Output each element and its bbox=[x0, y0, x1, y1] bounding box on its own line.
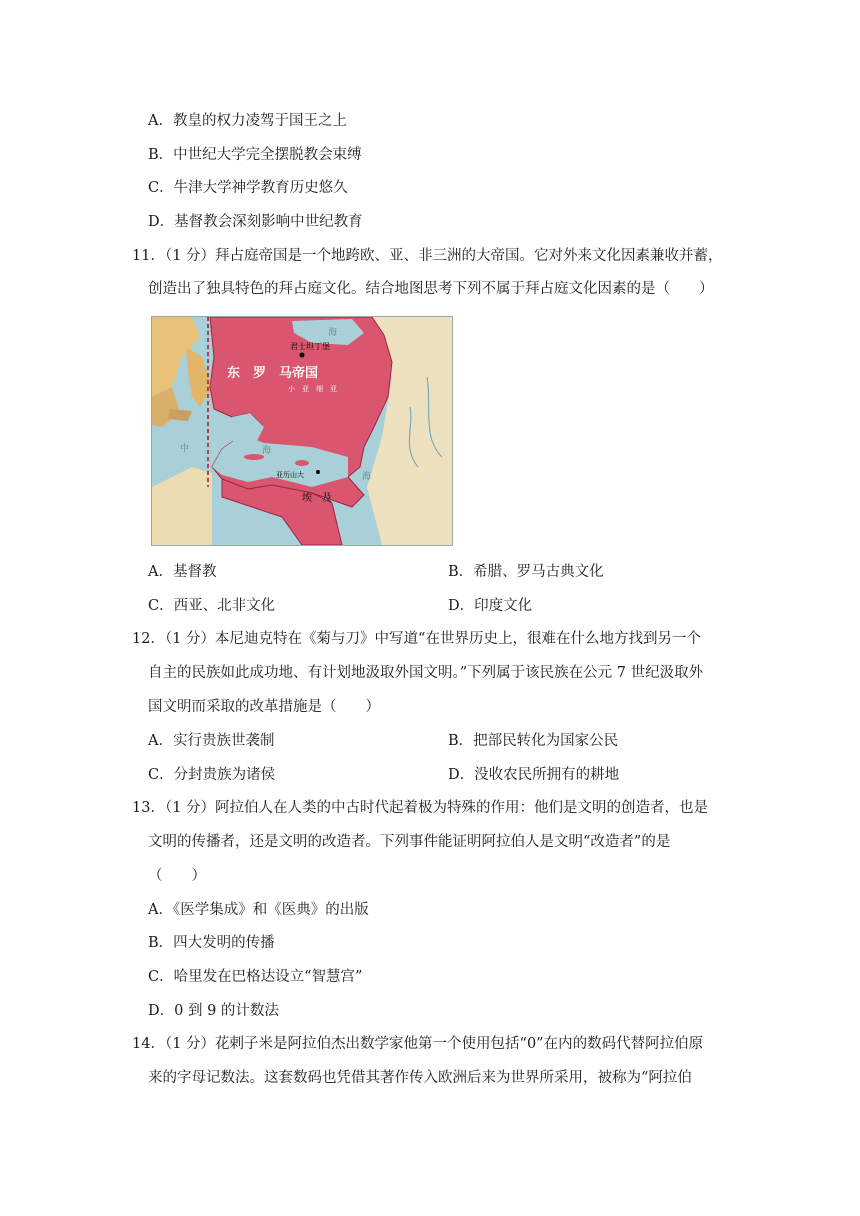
q14-stem-line2: 来的字母记数法。这套数码也凭借其著作传入欧洲后来为世界所采用，被称为“阿拉伯 bbox=[148, 1070, 692, 1086]
q11-option-a: A．基督教 bbox=[148, 564, 217, 580]
map-label-zhong: 中 bbox=[180, 444, 190, 454]
q12-option-a: A．实行贵族世袭制 bbox=[148, 733, 275, 749]
byzantine-empire-map bbox=[151, 316, 453, 546]
q10-option-d: D．基督教会深刻影响中世纪教育 bbox=[148, 214, 363, 230]
q11-stem-line2: 创造出了独具特色的拜占庭文化。结合地图思考下列不属于拜占庭文化因素的是（ ） bbox=[148, 281, 714, 297]
q12-option-c: C．分封贵族为诸侯 bbox=[148, 767, 276, 783]
q13-stem-line3: （ ） bbox=[148, 868, 206, 884]
q13-option-b: B．四大发明的传播 bbox=[148, 935, 275, 951]
map-label-egypt: 埃 及 bbox=[302, 493, 332, 504]
q13-stem-line2: 文明的传播者，还是文明的改造者。下列事件能证明阿拉伯人是文明“改造者”的是 bbox=[148, 834, 671, 850]
q11-option-c: C．西亚、北非文化 bbox=[148, 598, 276, 614]
map-label-alexandria: 亚历山大 bbox=[276, 471, 304, 479]
q12-stem-line1: 12．（1 分）本尼迪克特在《菊与刀》中写道“在世界历史上，很难在什么地方找到另一个 bbox=[132, 631, 701, 647]
q10-option-b: B．中世纪大学完全摆脱教会束缚 bbox=[148, 147, 362, 163]
q13-option-a: A．《医学集成》和《医典》的出版 bbox=[148, 902, 369, 918]
q13-option-c: C．哈里发在巴格达设立“智慧宫” bbox=[148, 969, 363, 985]
map-label-constantinople: 君士坦丁堡 bbox=[290, 342, 330, 351]
alexandria-dot bbox=[316, 470, 320, 474]
constantinople-dot bbox=[300, 353, 305, 358]
q12-stem-line2: 自主的民族如此成功地、有计划地汲取外国文明。”下列属于该民族在公元 7 世纪汲取外 bbox=[148, 665, 704, 681]
q11-stem-line1: 11．（1 分）拜占庭帝国是一个地跨欧、亚、非三洲的大帝国。它对外来文化因素兼收并蓄， bbox=[132, 248, 723, 264]
q12-option-d: D．没收农民所拥有的耕地 bbox=[448, 767, 620, 783]
q13-stem-line1: 13．（1 分）阿拉伯人在人类的中古时代起着极为特殊的作用：他们是文明的创造者，也是 bbox=[132, 800, 709, 816]
q10-option-c: C．牛津大学神学教育历史悠久 bbox=[148, 180, 348, 196]
q11-option-d: D．印度文化 bbox=[448, 598, 533, 614]
q10-option-a: A．教皇的权力凌驾于国王之上 bbox=[148, 113, 347, 129]
map-label-sea-2: 海 bbox=[262, 446, 272, 456]
q12-stem-line3: 国文明而采取的改革措施是（ ） bbox=[148, 699, 380, 715]
q14-stem-line1: 14．（1 分）花剌子米是阿拉伯杰出数学家他第一个使用包括“0”在内的数码代替阿拉伯原 bbox=[132, 1036, 704, 1052]
map-label-asia-minor: 小 亚 细 亚 bbox=[288, 385, 337, 393]
q11-option-b: B．希腊、罗马古典文化 bbox=[448, 564, 604, 580]
q13-option-d: D．0 到 9 的计数法 bbox=[148, 1003, 279, 1019]
q12-option-b: B．把部民转化为国家公民 bbox=[448, 733, 619, 749]
map-label-empire: 东 罗 马帝国 bbox=[227, 366, 319, 381]
map-label-sea-1: 海 bbox=[328, 328, 338, 338]
map-label-sea-3: 海 bbox=[362, 472, 372, 482]
